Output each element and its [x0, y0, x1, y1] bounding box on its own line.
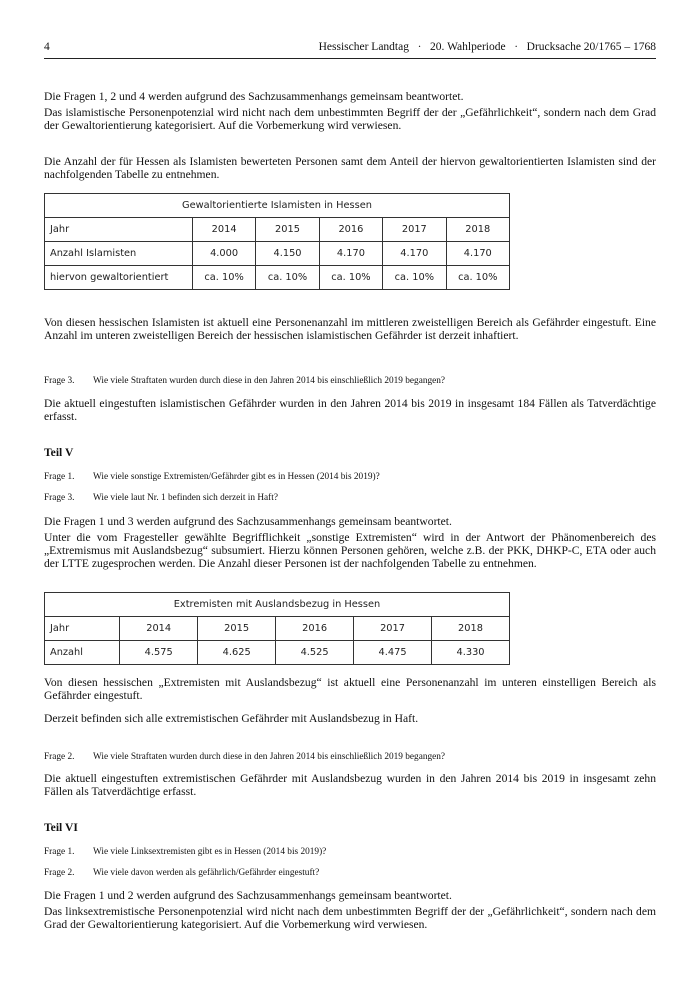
table-header-cell: 2015 — [256, 218, 319, 242]
table-cell: 4.150 — [256, 242, 319, 266]
table-cell: 4.170 — [383, 242, 446, 266]
table-cell: ca. 10% — [192, 266, 255, 290]
document-page — [44, 0, 656, 990]
table-row — [45, 641, 510, 665]
question-text: Wie viele davon werden als gefährlich/Gefährder eingestuft? — [93, 868, 320, 878]
page-number: 4 — [44, 41, 50, 53]
table-header-cell: Jahr — [45, 617, 120, 641]
table-cell: 4.525 — [276, 641, 354, 665]
section-heading: Teil V — [44, 446, 74, 459]
table-cell: ca. 10% — [319, 266, 382, 290]
paragraph: Die Fragen 1 und 3 werden aufgrund des Sachzusammenhangs gemeinsam beantwortet. — [44, 515, 452, 528]
table-header-cell: 2015 — [198, 617, 276, 641]
table-header-row — [45, 218, 510, 242]
table-cell: 4.330 — [432, 641, 510, 665]
table-header-cell: 2014 — [192, 218, 255, 242]
extremists-table — [44, 592, 510, 665]
paragraph: Von diesen hessischen Islamisten ist aktuell eine Personenanzahl im mittleren zweistelligen Bereich als Gefährder eingestuft. Eine Anzahl im unteren zweistelligen Bereich der hessischen islamistischen Gefährder ist derzeit inhaftiert. — [44, 316, 656, 342]
question-label: Frage 2. — [44, 868, 75, 878]
question-text: Wie viele Linksextremisten gibt es in Hessen (2014 bis 2019)? — [93, 847, 327, 857]
question-text: Wie viele Straftaten wurden durch diese in den Jahren 2014 bis einschließlich 2019 begangen? — [93, 752, 446, 762]
table-cell: 4.170 — [446, 242, 509, 266]
table-row-label: hiervon gewaltorientiert — [45, 266, 193, 290]
paragraph: Derzeit befinden sich alle extremistischen Gefährder mit Auslandsbezug in Haft. — [44, 712, 419, 725]
table-caption: Gewaltorientierte Islamisten in Hessen — [45, 194, 510, 218]
paragraph: Die aktuell eingestuften islamistischen Gefährder wurden in den Jahren 2014 bis 2019 in insgesamt 184 Fällen als Tatverdächtige erfasst. — [44, 397, 656, 423]
page-header — [44, 40, 656, 59]
table-caption-row — [45, 194, 510, 218]
section-heading: Teil VI — [44, 821, 78, 834]
table-cell: 4.575 — [120, 641, 198, 665]
paragraph: Die Fragen 1 und 2 werden aufgrund des Sachzusammenhangs gemeinsam beantwortet. — [44, 889, 452, 902]
table-caption: Extremisten mit Auslandsbezug in Hessen — [45, 593, 510, 617]
table-row-label: Anzahl — [45, 641, 120, 665]
question-label: Frage 1. — [44, 847, 75, 857]
paragraph: Die aktuell eingestuften extremistischen Gefährder mit Auslandsbezug wurden in den Jahren 2014 bis 2019 in insgesamt zehn Fällen als Tatverdächtige erfasst. — [44, 772, 656, 798]
table-cell: ca. 10% — [383, 266, 446, 290]
table-header-cell: 2014 — [120, 617, 198, 641]
question-label: Frage 2. — [44, 752, 75, 762]
table-header-cell: 2016 — [276, 617, 354, 641]
table-row-label: Anzahl Islamisten — [45, 242, 193, 266]
question-label: Frage 3. — [44, 376, 75, 386]
table-caption-row — [45, 593, 510, 617]
paragraph: Die Fragen 1, 2 und 4 werden aufgrund des Sachzusammenhangs gemeinsam beantwortet. — [44, 90, 464, 103]
table-header-cell: 2016 — [319, 218, 382, 242]
table-cell: ca. 10% — [446, 266, 509, 290]
paragraph: Von diesen hessischen „Extremisten mit Auslandsbezug“ ist aktuell eine Personenanzahl im unteren einstelligen Bereich als Gefährder eingestuft. — [44, 676, 656, 702]
table-header-cell: 2017 — [354, 617, 432, 641]
question-text: Wie viele laut Nr. 1 befinden sich derzeit in Haft? — [93, 493, 278, 503]
paragraph: Die Anzahl der für Hessen als Islamisten bewerteten Personen samt dem Anteil der hiervon gewaltorientierten Islamisten sind der nachfolgenden Tabelle zu entnehmen. — [44, 155, 656, 181]
question-text: Wie viele sonstige Extremisten/Gefährder gibt es in Hessen (2014 bis 2019)? — [93, 472, 380, 482]
table-header-cell: 2018 — [432, 617, 510, 641]
table-row — [45, 242, 510, 266]
table-row — [45, 266, 510, 290]
question-text: Wie viele Straftaten wurden durch diese in den Jahren 2014 bis einschließlich 2019 begangen? — [93, 376, 446, 386]
table-header-row — [45, 617, 510, 641]
table-cell: 4.625 — [198, 641, 276, 665]
table-header-cell: Jahr — [45, 218, 193, 242]
paragraph: Das linksextremistische Personenpotenzial wird nicht nach dem unbestimmten Begriff der der „Gefährlichkeit“, sondern nach dem Grad der Gewaltorientierung kategorisiert. Auf die Vorbemerkung wird verwiesen. — [44, 905, 656, 931]
table-cell: 4.000 — [192, 242, 255, 266]
paragraph: Das islamistische Personenpotenzial wird nicht nach dem unbestimmten Begriff der der „Gefährlichkeit“, sondern nach dem Grad der Gewaltorientierung kategorisiert. Auf die Vorbemerkung wird verwiesen. — [44, 106, 656, 132]
islamists-table — [44, 193, 510, 290]
table-cell: 4.475 — [354, 641, 432, 665]
paragraph: Unter die vom Fragesteller gewählte Begrifflichkeit „sonstige Extremisten“ wird in der Antwort der Phänomenbereich des „Extremismus mit Auslandsbezug“ subsumiert. Hierzu können Personen gehören, welche z.B. der PKK, DHKP-C, ETA oder auch der LTTE zugesprochen werden. Die Anzahl dieser Personen ist der nachfolgenden Tabelle zu entnehmen. — [44, 531, 656, 570]
table-cell: ca. 10% — [256, 266, 319, 290]
table-header-cell: 2018 — [446, 218, 509, 242]
header-title: Hessischer Landtag · 20. Wahlperiode · Drucksache 20/1765 – 1768 — [318, 41, 656, 53]
question-label: Frage 1. — [44, 472, 75, 482]
question-label: Frage 3. — [44, 493, 75, 503]
table-header-cell: 2017 — [383, 218, 446, 242]
table-cell: 4.170 — [319, 242, 382, 266]
